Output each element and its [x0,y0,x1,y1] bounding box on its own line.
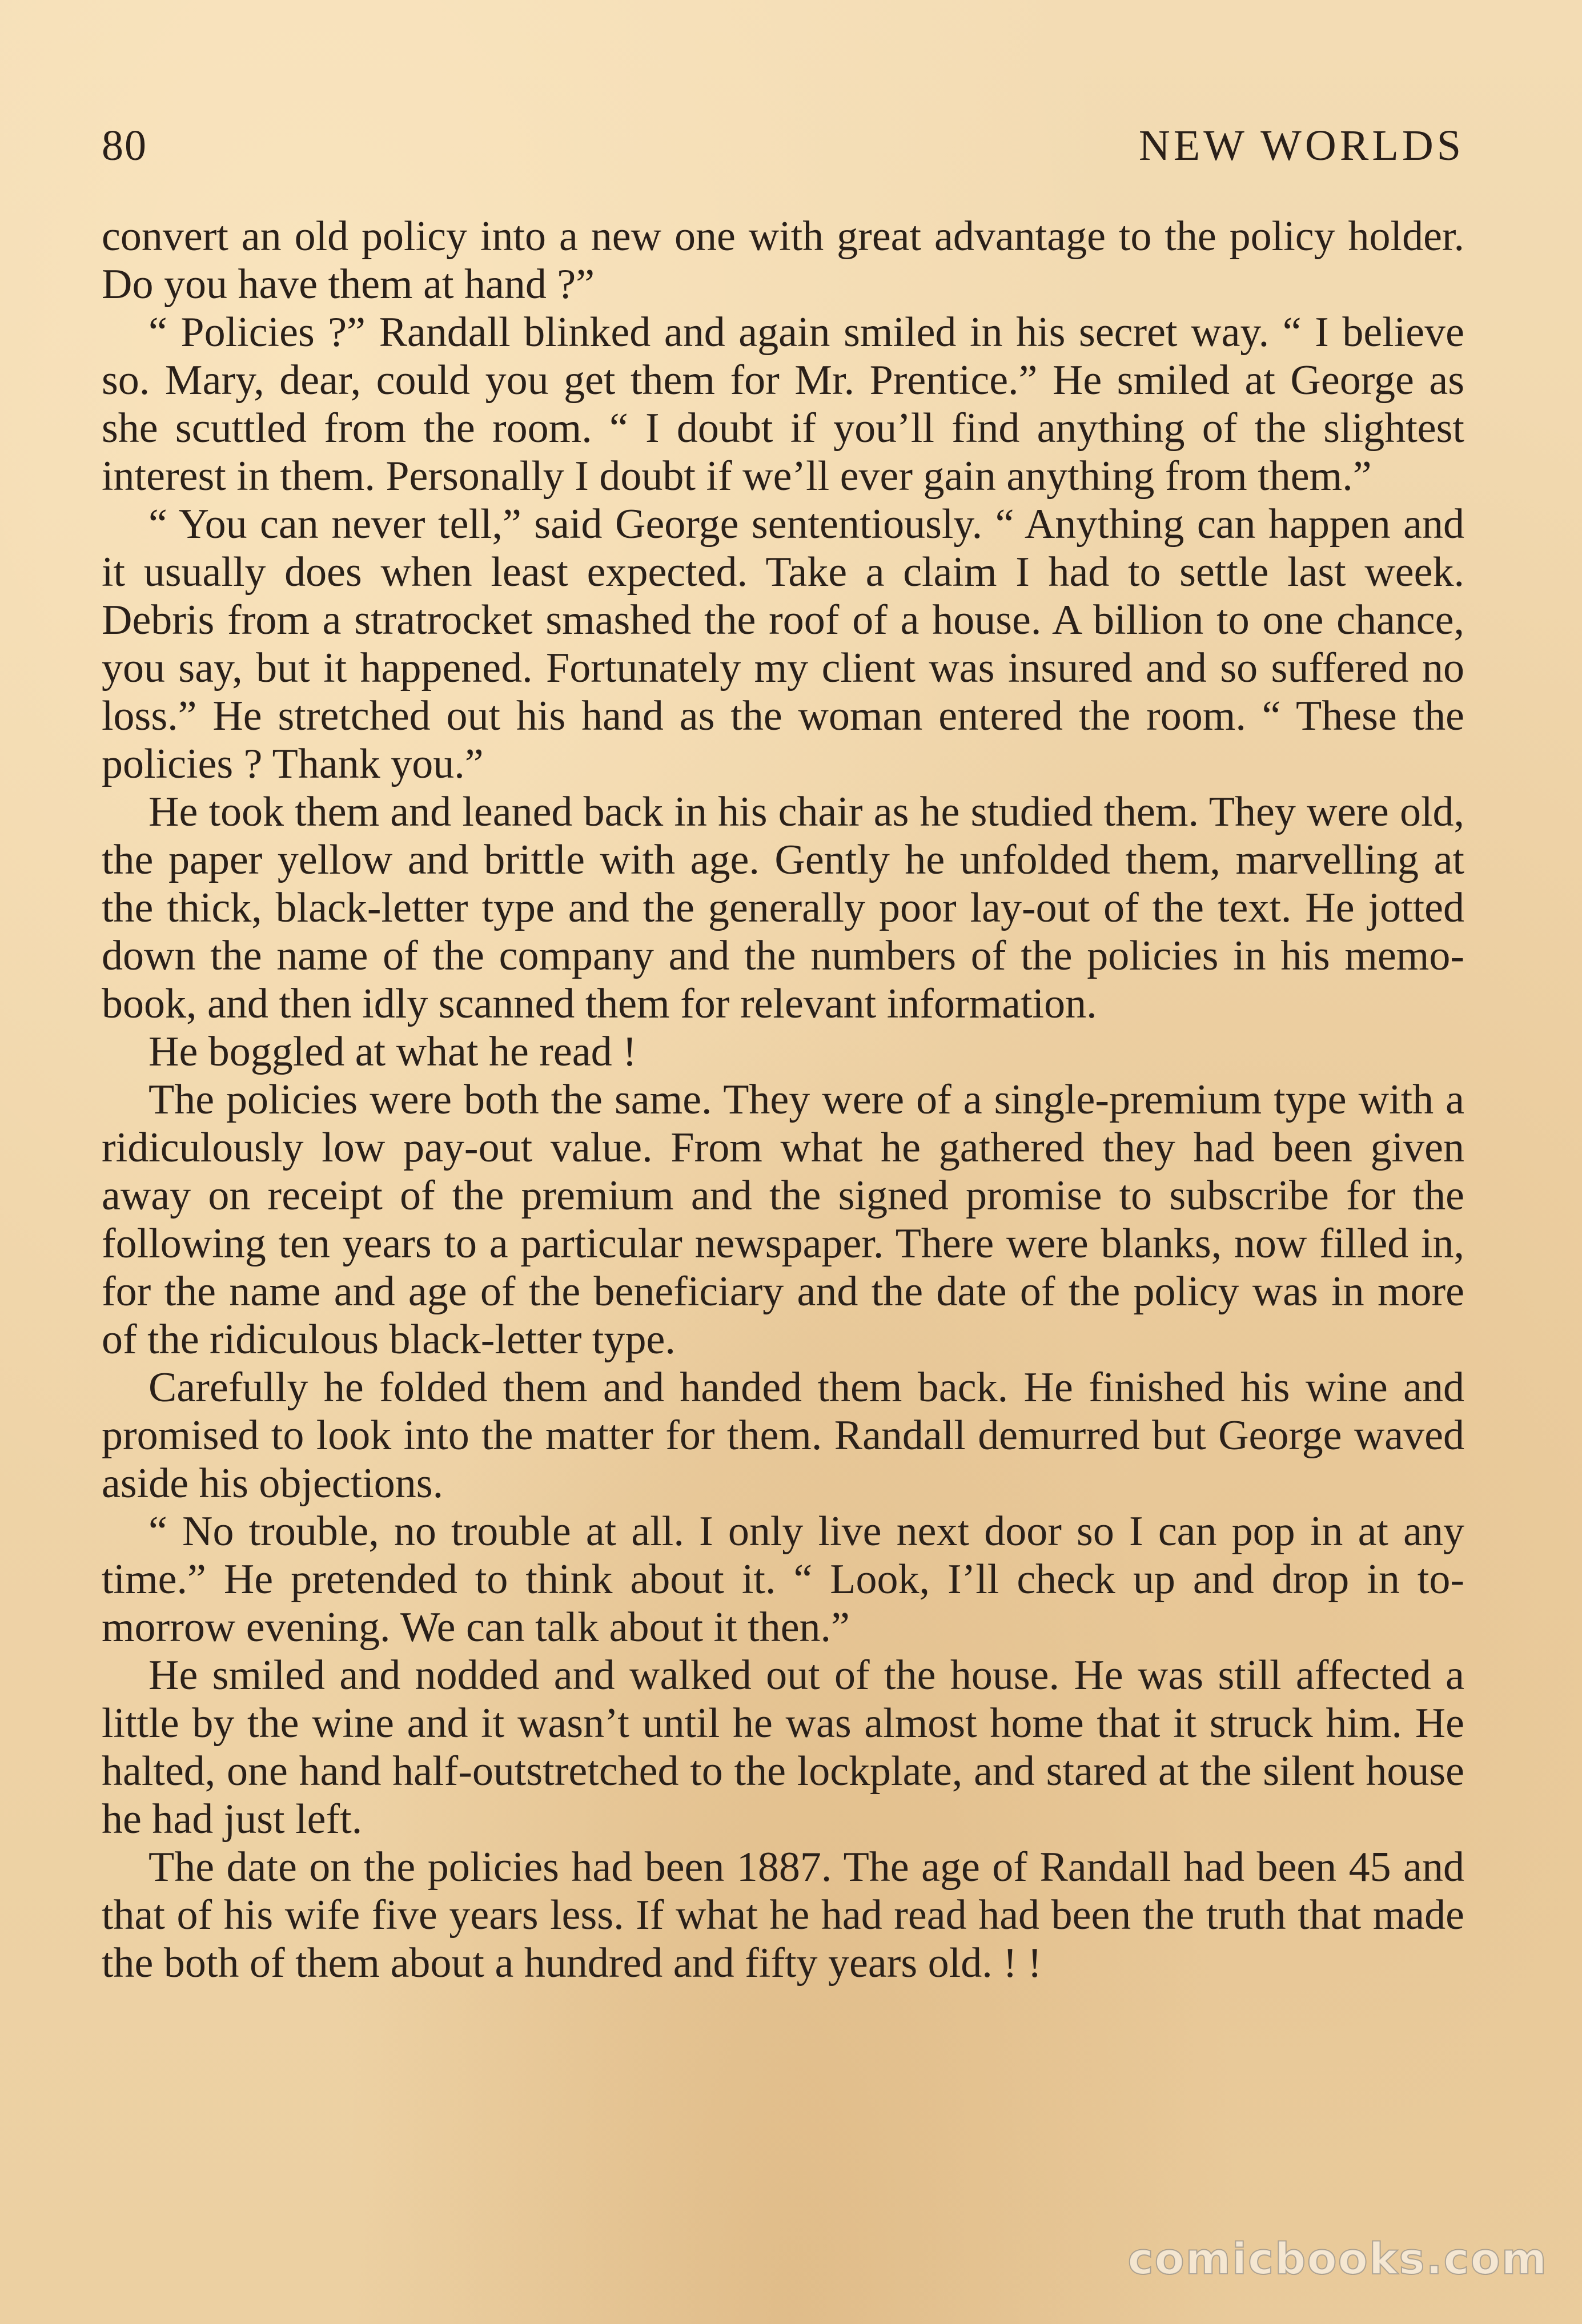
paragraph: Carefully he folded them and handed them back. He finished his wine and promised to look into the matter for them. Randall demurred but George waved aside his objections. [102,1364,1464,1507]
paragraph: He boggled at what he read ! [148,1028,637,1075]
paragraph: “ Policies ?” Randall blinked and again smiled in his secret way. “ I believe so. Mary, dear, could you get them for Mr. Prentice.” He smiled at George as she scuttled from the room. “ I doubt if you’ll find anything of the slightest interest in them. Personally I doubt if we’ll ever gain anything from them.” [102,309,1464,500]
page-number: 80 [102,122,147,170]
paragraph: The policies were both the same. They were of a single-premium type with a ridiculously low pay-out value. From what he gathered they had been given away on receipt of the premium and the signed promise to subscribe for the following ten years to a particular newspaper. There were blanks, now filled in, for the name and age of the beneficiary and the date of the policy was in more of the ridiculous black-letter type. [102,1076,1464,1363]
paragraph: He smiled and nodded and walked out of the house. He was still affected a little by the wine and it wasn’t until he was almost home that it struck him. He halted, one hand half-outstretched to the lockplate, and stared at the silent house he had just left. [102,1652,1464,1843]
paragraph: The date on the policies had been 1887. The age of Randall had been 45 and that of his wife five years less. If what he had read had been the truth that made the both of them about a hundred and fifty years old. ! ! [102,1844,1464,1987]
story-text [102,212,1464,1987]
watermark: comicbooks.com [1127,2233,1548,2284]
paragraph: “ You can never tell,” said George sententiously. “ Anything can happen and it usually does when least expected. Take a claim I had to settle last week. Debris from a stratrocket smashed the roof of a house. A billion to one chance, you say, but it happened. Fortunately my client was insured and so suffered no loss.” He stretched out his hand as the woman entered the room. “ These the policies ? Thank you.” [102,501,1464,787]
running-head [102,114,1464,177]
paragraph: “ No trouble, no trouble at all. I only live next door so I can pop in at any time.” He pretended to think about it. “ Look, I’ll check up and drop in to-morrow evening. We can talk about it then.” [102,1508,1464,1651]
paragraph: convert an old policy into a new one with great advantage to the policy holder. Do you have them at hand ?” [102,213,1464,308]
book-title: NEW WORLDS [1138,122,1464,170]
paragraph: He took them and leaned back in his chair as he studied them. They were old, the paper yellow and brittle with age. Gently he unfolded them, marvelling at the thick, black-letter type and the generally poor lay-out of the text. He jotted down the name of the company and the numbers of the policies in his memo-book, and then idly scanned them for relevant information. [102,789,1464,1027]
